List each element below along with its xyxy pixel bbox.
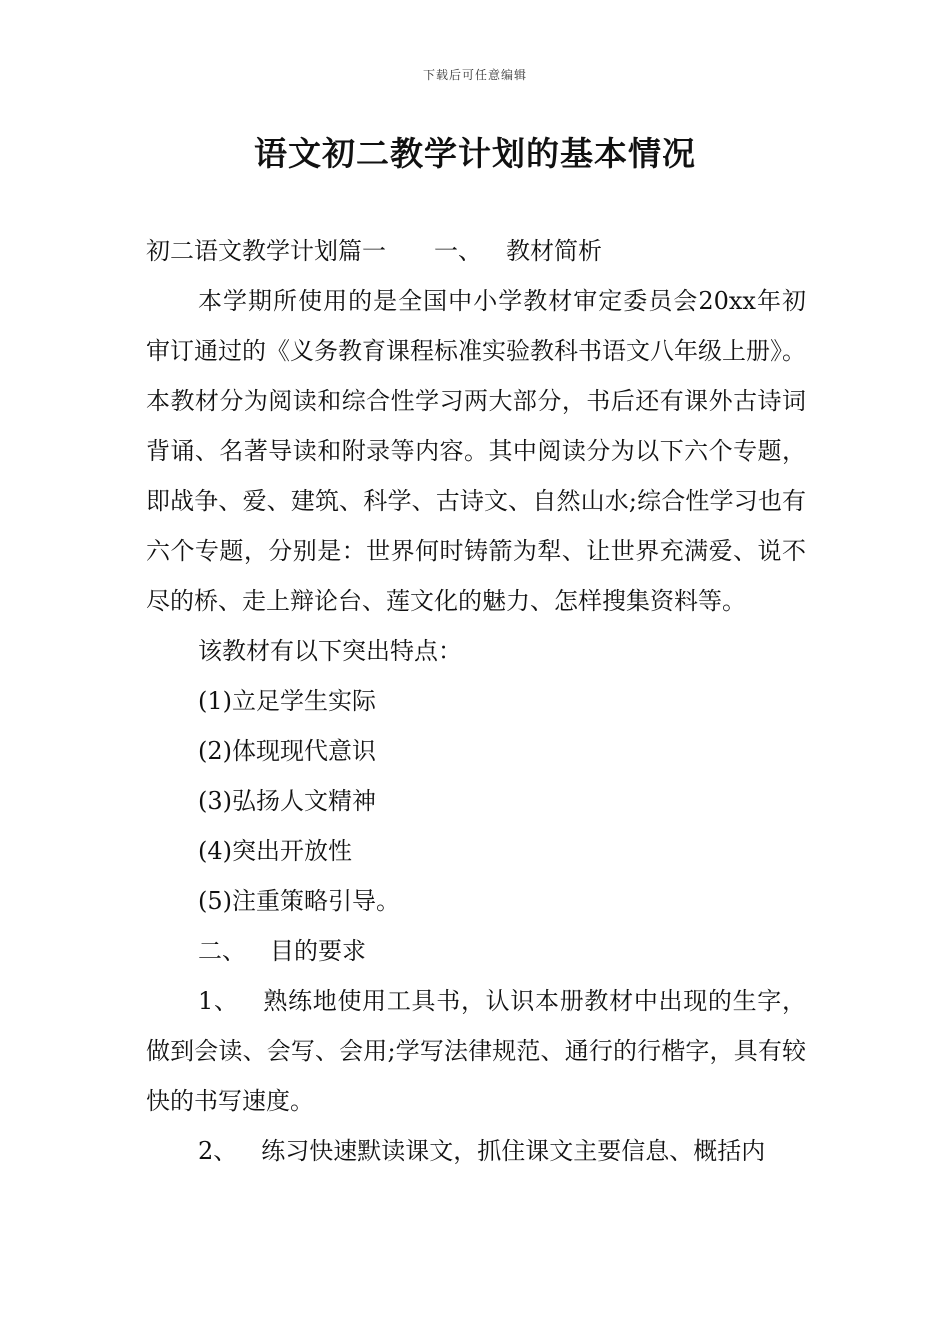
section-heading-number: 一、 [434, 237, 482, 265]
section-heading-label: 教材简析 [506, 237, 602, 265]
feature-item: (5)注重策略引导。 [198, 887, 400, 915]
section-two-label: 目的要求 [270, 937, 366, 965]
requirement-item [146, 1126, 806, 1176]
requirement-text: 练习快速默读课文，抓住课文主要信息、概括内 [261, 1137, 766, 1165]
feature-item: (4)突出开放性 [198, 837, 352, 865]
feature-item: (2)体现现代意识 [198, 737, 376, 765]
feature-item: (1)立足学生实际 [198, 687, 376, 715]
intro-paragraph: 本学期所使用的是全国中小学教材审定委员会20xx年初审订通过的《义务教育课程标准实验教科书语文八年级上册》。本教材分为阅读和综合性学习两大部分，书后还有课外古诗词背诵、名著导读和附录等内容。其中阅读分为以下六个专题，即战争、爱、建筑、科学、古诗文、自然山水;综合性学习也有六个专题，分别是：世界何时铸箭为犁、让世界充满爱、说不尽的桥、走上辩论台、莲文化的魅力、怎样搜集资料等。 [146, 287, 806, 615]
header-note: 下载后可任意编辑 [422, 68, 527, 82]
section-two-number: 二、 [198, 937, 246, 965]
requirement-number: 1、 [198, 987, 239, 1015]
section-heading-two [146, 926, 806, 976]
document-body [146, 226, 806, 1176]
features-lead: 该教材有以下突出特点： [198, 637, 462, 665]
section-heading-one [146, 226, 806, 276]
document-title: 语文初二教学计划的基本情况 [254, 134, 696, 173]
section-heading-prefix: 初二语文教学计划篇一 [146, 237, 386, 265]
requirement-item [146, 976, 806, 1126]
requirement-number: 2、 [198, 1137, 238, 1165]
feature-item: (3)弘扬人文精神 [198, 787, 376, 815]
requirement-text: 熟练地使用工具书，认识本册教材中出现的生字，做到会读、会写、会用;学写法律规范、通行的行楷字，具有较快的书写速度。 [146, 987, 806, 1115]
